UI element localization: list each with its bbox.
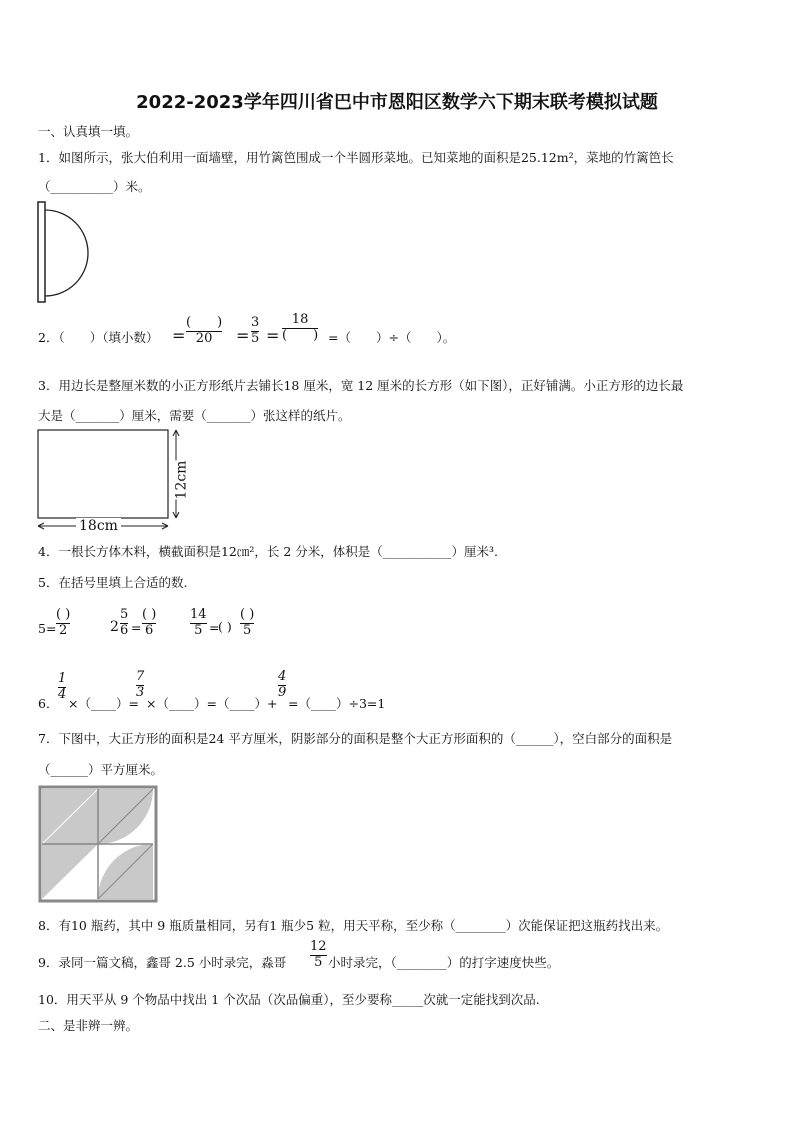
q9-fraction-12-5	[310, 940, 327, 971]
equals-sign: =	[131, 620, 142, 635]
height-label: 12cm	[173, 460, 190, 500]
q5-b-fraction	[120, 608, 128, 639]
fraction-denominator: 6	[120, 622, 129, 638]
fraction-denominator: 2	[59, 622, 68, 638]
q6-part-3: =（____）÷3=1	[288, 696, 386, 711]
fraction-denominator: 5	[194, 622, 203, 638]
fraction-denominator: 5	[251, 330, 260, 346]
fraction-numerator: 14	[190, 607, 207, 622]
q6-fraction-7-3	[136, 670, 144, 701]
fraction-numerator: ( )	[186, 315, 223, 330]
question-7-line-1: 7．下图中，大正方形的面积是24 平方厘米，阴影部分的面积是整个大正方形面积的（______），空白部分的面积是	[38, 731, 673, 746]
question-2-prefix: 2．（ ）（填小数）	[38, 330, 159, 345]
q5-c-fraction	[190, 608, 207, 639]
question-5-text: 5．在括号里填上合适的数.	[38, 575, 188, 590]
fraction-numerator: 1	[58, 671, 67, 686]
q5-c-answer-fraction	[240, 608, 254, 639]
fraction-numerator: 12	[310, 939, 327, 954]
question-3-line-1: 3．用边长是整厘米数的小正方形纸片去铺长18 厘米，宽 12 厘米的长方形（如下图），正好铺满。小正方形的边长最	[38, 378, 684, 393]
fraction-numerator: ( )	[240, 607, 255, 622]
question-7-line-2: （______）平方厘米。	[38, 762, 164, 777]
fraction-denominator: 20	[195, 330, 213, 346]
equals-sign: =	[236, 326, 250, 345]
q6-fraction-1-4	[58, 672, 66, 703]
question-2-suffix: =（ ）÷（ ）。	[328, 330, 456, 345]
q5-b-whole: 2	[110, 619, 119, 635]
section-1-heading: 一、认真填一填。	[38, 124, 139, 139]
q5-b-answer-fraction	[142, 608, 156, 639]
width-label: 18cm	[76, 518, 121, 534]
fraction-3-over-5	[251, 316, 259, 347]
fraction-numerator: 4	[278, 669, 287, 684]
fraction-numerator: ( )	[142, 607, 157, 622]
section-2-heading: 二、是非辨一辨。	[38, 1018, 139, 1033]
question-1-line-2: （__________）米。	[38, 179, 151, 194]
fraction-denominator: 4	[58, 686, 67, 702]
fraction-numerator: ( )	[56, 607, 71, 622]
question-9-suffix: 小时录完，（________）的打字速度快些。	[328, 955, 560, 970]
question-3-line-2: 大是（_______）厘米，需要（_______）张这样的纸片。	[38, 408, 351, 423]
shaded-square-figure	[38, 785, 160, 905]
question-6-number: 6．	[38, 696, 59, 711]
q6-fraction-4-9	[278, 670, 286, 701]
fraction-denominator: 5	[243, 622, 252, 638]
fraction-blank-over-20	[186, 316, 222, 347]
equals-sign: =	[172, 326, 186, 345]
fraction-denominator: ( )	[282, 327, 319, 343]
question-1-line-1: 1．如图所示，张大伯利用一面墙壁，用竹篱笆围成一个半圆形菜地。已知菜地的面积是25.12m²，菜地的竹篱笆长	[38, 150, 674, 165]
question-8: 8．有10 瓶药，其中 9 瓶质量相同，另有1 瓶少5 粒，用天平称，至少称（________）次能保证把这瓶药找出来。	[38, 918, 669, 933]
fraction-numerator: 3	[251, 315, 260, 330]
fraction-denominator: 3	[136, 684, 145, 700]
q5-a-fraction	[56, 608, 70, 639]
fraction-denominator: 9	[278, 684, 287, 700]
question-9-prefix: 9．录同一篇文稿，鑫哥 2.5 小时录完，淼哥	[38, 955, 287, 970]
page-title: 2022-2023学年四川省巴中市恩阳区数学六下期末联考模拟试题	[136, 92, 658, 113]
q5-c-whole-blank: ( )	[218, 619, 232, 634]
q5-a-lead: 5=	[38, 621, 57, 636]
fraction-18-over-blank	[282, 313, 318, 344]
fraction-denominator: 5	[314, 954, 323, 970]
equals-sign: =	[209, 620, 220, 635]
fraction-numerator: 7	[136, 669, 145, 684]
q6-part-1: ×（____）=	[68, 696, 139, 711]
fraction-denominator: 6	[145, 622, 154, 638]
fraction-numerator: 5	[120, 607, 129, 622]
q6-part-2: ×（____）=（____）+	[146, 696, 278, 711]
question-4: 4．一根长方体木料，横截面积是12㎝²，长 2 分米，体积是（___________）厘米³.	[38, 544, 499, 559]
question-10: 10．用天平从 9 个物品中找出 1 个次品（次品偏重），至少要称_____次就一定能找到次品.	[38, 992, 540, 1007]
equals-sign: =	[266, 326, 280, 345]
semicircle-garden-figure	[36, 200, 96, 306]
fraction-numerator: 18	[291, 312, 309, 327]
